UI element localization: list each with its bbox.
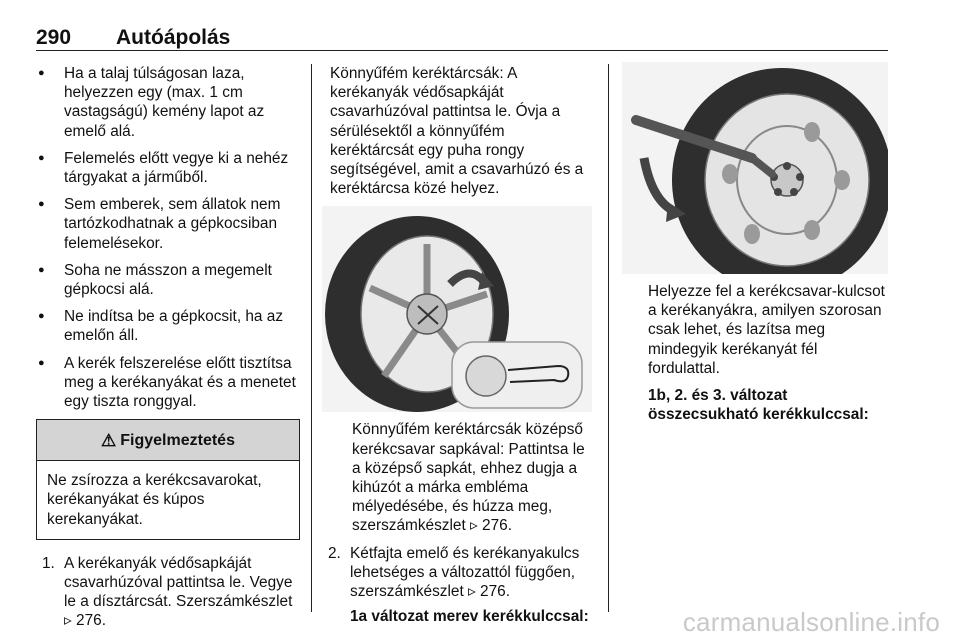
step-2 [322,544,592,602]
step-text: A kerékanyák védősapkáját csavarhúzóval pattintsa le. Vegye le a dísztárcsát. Szerszámkészlet [64,554,293,611]
bullet-item: ● A kerék felszerelése előtt tisztítsa meg a kerékanyákat és a menetet egy tiszta ronggyal. [36,354,300,412]
column-3 [622,64,888,424]
safety-bullet-list [36,64,300,411]
step-number: 1. [42,554,55,572]
page-reference-link[interactable]: ▹ 276. [64,612,106,629]
step-1 [36,554,300,631]
warning-header [37,420,299,461]
column-1 [36,64,300,631]
page-header [36,20,888,51]
warning-title: Figyelmeztetés [120,431,235,449]
center-cap-text: Könnyűfém keréktárcsák középső kerékcsavar sapkával: Pattintsa le a középső sapkát, ehhez dugja a kihúzót a márka embléma mélyedésébe, és húzza meg, szerszámkészlet ▹ 276. [322,420,592,535]
page-reference-link[interactable]: ▹ 276. [470,517,512,534]
variant-heading: 1b, 2. és 3. változat összecsukható kerékkulccsal: [648,387,869,424]
warning-box [36,419,300,540]
step-number: 2. [328,544,341,562]
section-title: Autóápolás [116,26,231,49]
watermark: carmanualsonline.info [682,607,940,637]
warning-triangle-icon: ⚠ [101,430,117,450]
variant-1a-heading: 1a változat merev kerékkulccsal: [350,608,589,626]
alloy-wheel-text: Könnyűfém keréktárcsák: A kerékanyák védősapkáját csavarhúzóval pattintsa le. Óvja a sérülésektől a könnyűfém keréktárcsát egy puha rongy segítségével, amit a csavarhúzó és a keréktárcsa közé helyez. [330,65,584,198]
page-number: 290 [36,26,72,49]
alloy-wheel-cap-illustration [322,206,592,412]
bullet-item: ● Felemelés előtt vegye ki a nehéz tárgyakat a járműből. [36,149,300,187]
column-divider-1 [311,64,312,612]
wheel-wrench-illustration [622,62,888,274]
step-text: Kétfajta emelő és kerékanyakulcs lehetséges a változattól függően, szerszámkészlet [350,544,580,601]
page-reference-link[interactable]: ▹ 276. [468,583,510,600]
column-2 [322,64,592,626]
bullet-item: ● Soha ne másszon a megemelt gépkocsi alá. [36,261,300,299]
wrench-instruction-text: Helyezze fel a kerékcsavar-kulcsot a kerékanyákra, amilyen szorosan csak lehet, és lazítsa meg mindegyik kerékanyát fél fordulattal. [648,283,885,377]
bullet-item: ● Sem emberek, sem állatok nem tartózkodhatnak a gépkocsiban felemelésekor. [36,195,300,253]
column-divider-2 [608,64,609,612]
bullet-item: ● Ha a talaj túlságosan laza, helyezzen egy (max. 1 cm vastagságú) kemény lapot az emelő alá. [36,64,300,141]
warning-text: Ne zsírozza a kerékcsavarokat, kerékanyákat és kúpos kerekanyákat. [47,472,262,528]
bullet-item: ● Ne indítsa be a gépkocsit, ha az emelőn áll. [36,307,300,345]
